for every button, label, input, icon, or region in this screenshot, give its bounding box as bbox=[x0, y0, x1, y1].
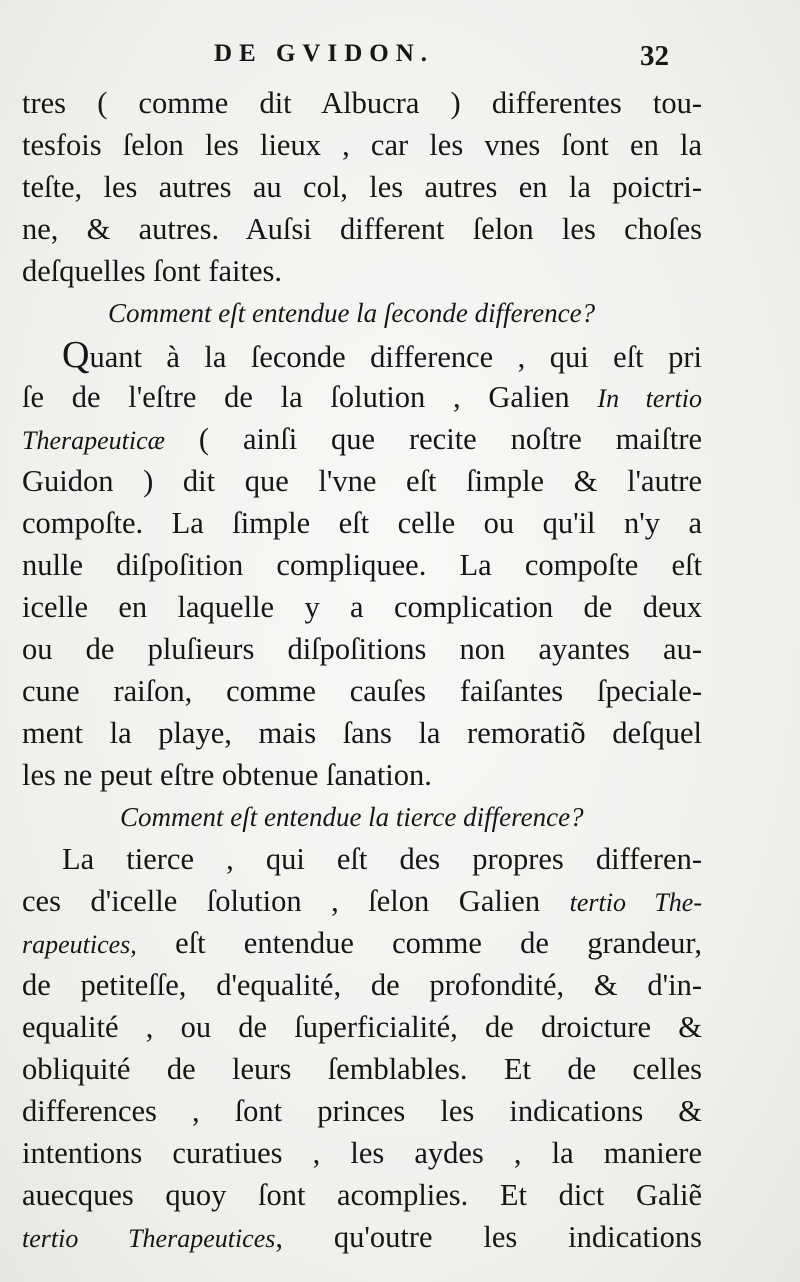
latin-citation: Therapeuticæ bbox=[22, 426, 165, 455]
text-line: ment la playe, mais ſans la remoratiõ deſquel bbox=[22, 716, 702, 750]
text-line: tres ( comme dit Albucra ) differentes tou- bbox=[22, 86, 702, 120]
text-line: tesfois ſelon les lieux , car les vnes ſont en la bbox=[22, 128, 702, 162]
running-head: DE GVIDON. bbox=[214, 40, 435, 67]
text-line: Guidon ) dit que l'vne eſt ſimple & l'autre bbox=[22, 464, 702, 498]
body-text bbox=[22, 82, 702, 1258]
drop-capital: Q bbox=[62, 334, 90, 376]
text-line: de petiteſſe, d'equalité, de profondité, & d'in- bbox=[22, 968, 702, 1002]
section-question-heading: Comment eſt entendue la ſeconde difference? bbox=[108, 298, 596, 328]
latin-citation: In tertio bbox=[597, 384, 702, 413]
text-line: teſte, les autres au col, les autres en la poictri- bbox=[22, 170, 702, 204]
page-number: 32 bbox=[640, 40, 669, 72]
text-line bbox=[22, 418, 702, 460]
text-span: , qu'outre les indications bbox=[275, 1220, 702, 1254]
text-line bbox=[22, 376, 702, 418]
text-line: obliquité de leurs ſemblables. Et de celles bbox=[22, 1052, 702, 1086]
text-line bbox=[22, 880, 702, 922]
text-line: compoſte. La ſimple eſt celle ou qu'il n'y a bbox=[22, 506, 702, 540]
text-line: differences , ſont princes les indications & bbox=[22, 1094, 702, 1128]
text-line bbox=[22, 334, 702, 376]
text-span: uant à la ſeconde difference , qui eſt pri bbox=[89, 340, 702, 374]
text-span: ( ainſi que recite noſtre maiſtre bbox=[198, 422, 703, 456]
text-span: ſe de l'eſtre de la ſolution , Galien bbox=[22, 380, 570, 414]
text-line: nulle diſpoſition compliquee. La compoſte eſt bbox=[22, 548, 702, 582]
text-line bbox=[22, 922, 702, 964]
text-line: cune raiſon, comme cauſes faiſantes ſpeciale- bbox=[22, 674, 702, 708]
latin-citation: tertio The- bbox=[569, 888, 703, 917]
text-line: auecques quoy ſont acomplies. Et dict Galiẽ bbox=[22, 1178, 702, 1212]
text-span: ces d'icelle ſolution , ſelon Galien bbox=[22, 884, 541, 918]
text-span: eſt entendue comme de grandeur, bbox=[175, 926, 702, 960]
text-line: La tierce , qui eſt des propres differen- bbox=[62, 842, 702, 876]
text-line: intentions curatiues , les aydes , la maniere bbox=[22, 1136, 702, 1170]
text-line: deſquelles ſont faites. bbox=[22, 254, 283, 288]
text-line: ne, & autres. Auſsi different ſelon les choſes bbox=[22, 212, 702, 246]
text-line: icelle en laquelle y a complication de deux bbox=[22, 590, 702, 624]
text-line bbox=[22, 1216, 702, 1258]
text-line: ou de pluſieurs diſpoſitions non ayantes au- bbox=[22, 632, 702, 666]
latin-citation: tertio Therapeutices bbox=[22, 1224, 276, 1253]
text-line: equalité , ou de ſuperficialité, de droicture & bbox=[22, 1010, 702, 1044]
section-question-heading: Comment eſt entendue la tierce difference? bbox=[120, 802, 584, 832]
text-line: les ne peut eſtre obtenue ſanation. bbox=[22, 758, 432, 792]
page-header bbox=[0, 40, 800, 80]
latin-citation: rapeutices, bbox=[22, 930, 137, 959]
